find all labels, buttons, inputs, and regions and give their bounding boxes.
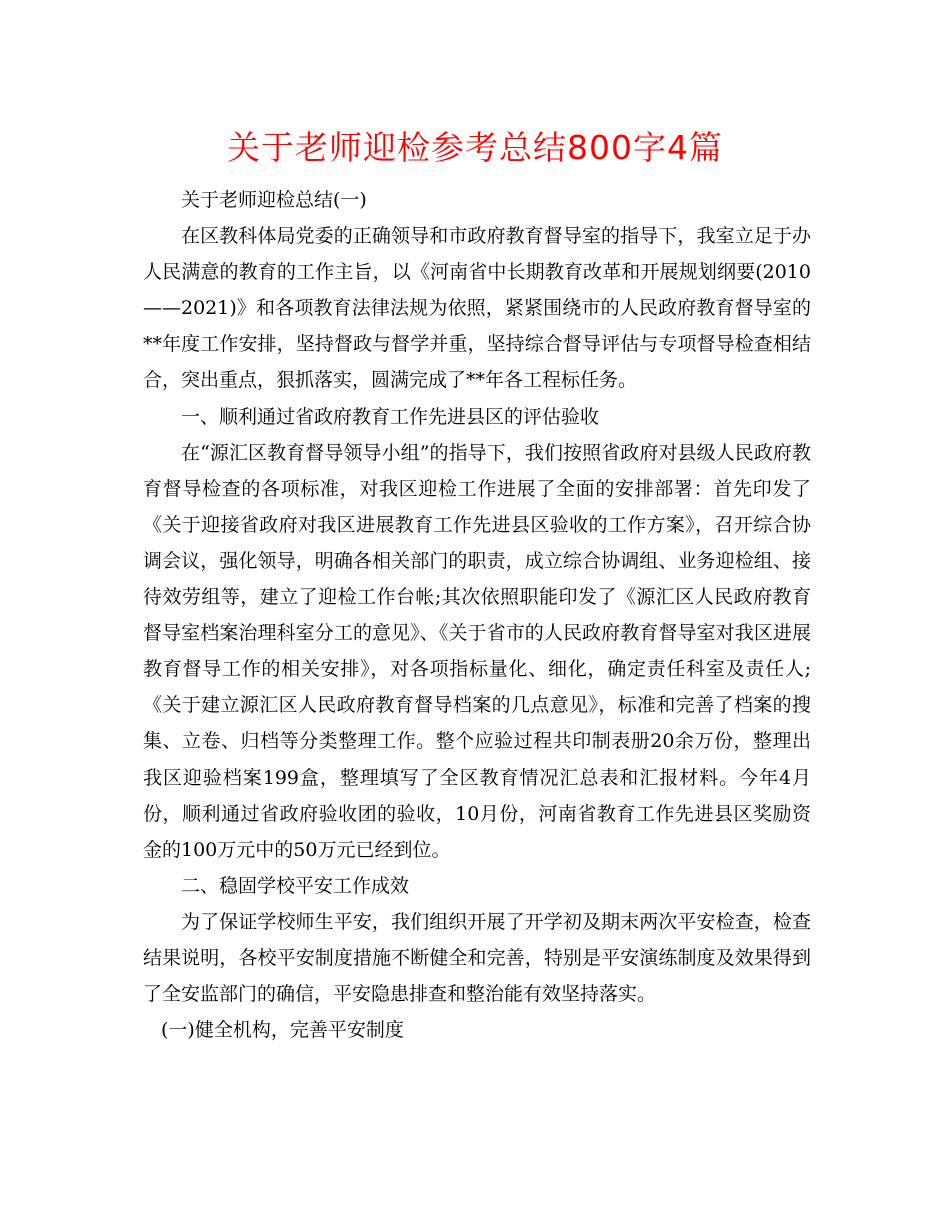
paragraph: 在“源汇区教育督导领导小组”的指导下，我们按照省政府对县级人民政府教育督导检查的各项标准，对我区迎检工作进展了全面的安排部署：首先印发了《关于迎接省政府对我区进展教育工作先进县区验收的工作方案》，召开综合协调会议，强化领导，明确各相关部门的职责，成立综合协调组、业务迎检组、接待效劳组等，建立了迎检工作台帐;其次依照职能印发了《源汇区人民政府教育督导室档案治理科室分工的意见》、《关于省市的人民政府教育督导室对我区进展教育督导工作的相关安排》，对各项指标量化、细化，确定责任科室及责任人;《关于建立源汇区人民政府教育督导档案的几点意见》，标准和完善了档案的搜集、立卷、归档等分类整理工作。整个应验过程共印制表册20余万份，整理出我区迎验档案199盒，整理填写了全区教育情况汇总表和汇报材料。今年4月份，顺利通过省政府验收团的验收，10月份，河南省教育工作先进县区奖励资金的100万元中的50万元已经到位。 [143, 441, 811, 861]
document-body [143, 182, 811, 1048]
section-heading: 关于老师迎检总结(一) [181, 189, 367, 211]
section-heading: 二、稳固学校平安工作成效 [181, 874, 410, 897]
section-heading: 一、顺利通过省政府教育工作先进县区的评估验收 [181, 405, 600, 428]
paragraph: 为了保证学校师生平安，我们组织开展了开学初及期末两次平安检查，检查结果说明，各校平安制度措施不断健全和完善，特别是平安演练制度及效果得到了全安监部门的确信，平安隐患排查和整治能有效坚持落实。 [143, 910, 811, 1006]
paragraph: 在区教科体局党委的正确领导和市政府教育督导室的指导下，我室立足于办人民满意的教育的工作主旨，以《河南省中长期教育改革和开展规划纲要(2010——2021)》和各项教育法律法规为依照，紧紧围绕市的人民政府教育督导室的**年度工作安排，坚持督政与督学并重，坚持综合督导评估与专项督导检查相结合，突出重点，狠抓落实，圆满完成了**年各工程标任务。 [143, 225, 811, 392]
subsection-heading: (一)健全机构，完善平安制度 [161, 1019, 404, 1042]
document-title: 关于老师迎检参考总结800字4篇 [227, 128, 723, 167]
